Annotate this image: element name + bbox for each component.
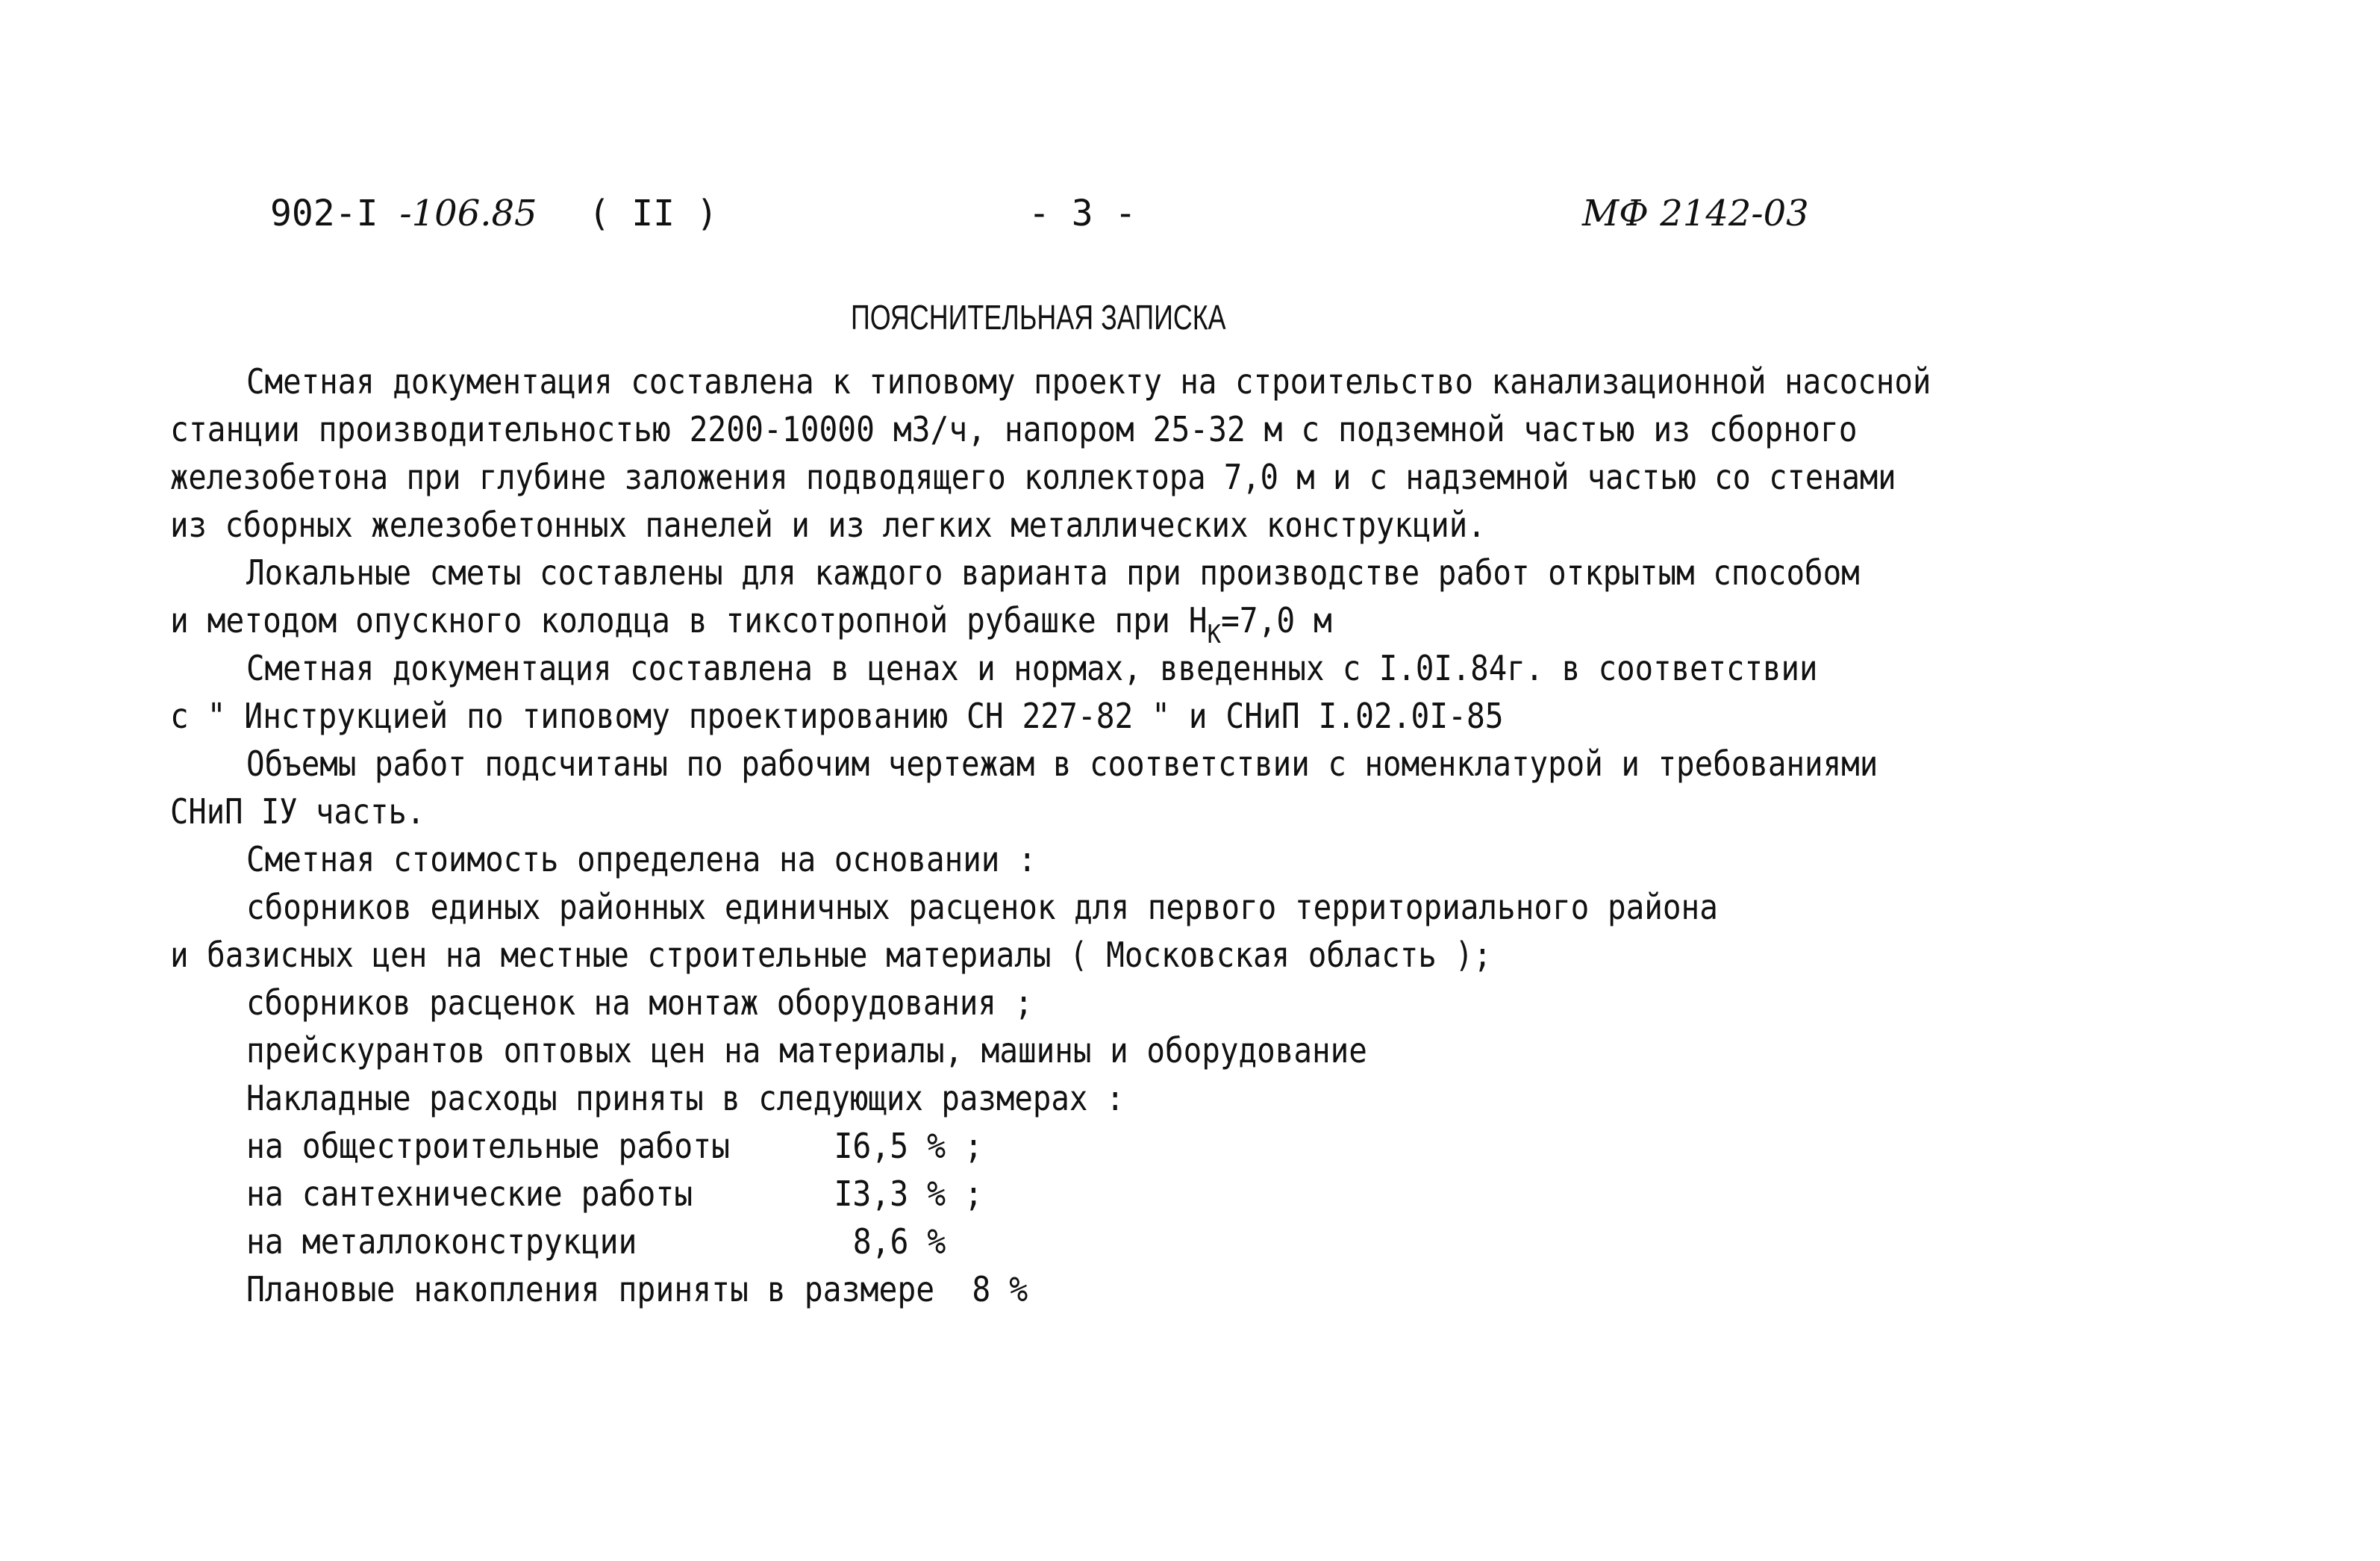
text-line-10: СНиП IУ часть. [170, 791, 425, 832]
text-line-14: сборников расценок на монтаж оборудования ; [246, 982, 1033, 1023]
text-line-16: Накладные расходы приняты в следующих размерах : [246, 1078, 1125, 1118]
text-line-6 [170, 600, 1332, 649]
planned-accumulation-label: Плановые накопления приняты в размере [246, 1269, 935, 1309]
text-line-4: из сборных железобетонных панелей и из легких металлических конструкций. [170, 505, 1486, 545]
text-line-7: Сметная документация составлена в ценах и нормах, введенных с I.0I.84г. в соответствии [246, 648, 1818, 688]
text-line-5: Локальные сметы составлены для каждого варианта при производстве работ открытым способом [246, 552, 1860, 593]
text-line-6-part-b: =7,0 м [1220, 600, 1332, 641]
rate-label: на сантехнические работы [246, 1174, 693, 1214]
text-line-12: сборников единых районных единичных расценок для первого территориального района [246, 887, 1718, 927]
text-line-9: Объемы работ подсчитаны по рабочим чертежам в соответствии с номенклатурой и требованиями [246, 744, 1878, 784]
text-line-11: Сметная стоимость определена на основании : [246, 839, 1037, 879]
page-title: ПОЯСНИТЕЛЬНАЯ ЗАПИСКА [851, 298, 1226, 337]
rate-label: на металлоконструкции [246, 1221, 637, 1262]
rate-label: на общестроительные работы [246, 1126, 731, 1166]
rate-value: 8,6 % [852, 1221, 946, 1262]
page-number: - 3 - [1028, 193, 1137, 234]
doc-reference: МФ 2142-03 [1582, 193, 1809, 234]
planned-accumulation [246, 1269, 1028, 1309]
text-line-1: Сметная документация составлена к типовому проекту на строительство канализационной насосной [246, 361, 1931, 402]
text-line-6-part-a: и методом опускного колодца в тиксотропной рубашке при Н [170, 600, 1208, 641]
rate-row [246, 1126, 983, 1166]
text-line-2: станции производительностью 2200-10000 м3/ч, напором 25-32 м с подземной частью из сборного [170, 409, 1858, 449]
doc-code [270, 193, 718, 234]
text-line-15: прейскурантов оптовых цен на материалы, машины и оборудование [246, 1030, 1367, 1071]
text-line-3: железобетона при глубине заложения подводящего коллектора 7,0 м и с надземной частью со стенами [170, 457, 1896, 497]
text-line-13: и базисных цен на местные строительные материалы ( Московская область ); [170, 935, 1492, 975]
rate-value: I6,5 % ; [834, 1126, 983, 1166]
planned-accumulation-value: 8 % [972, 1269, 1028, 1309]
rate-row [246, 1221, 946, 1262]
text-line-8: с " Инструкцией по типовому проектированию СН 227-82 " и СНиП I.02.0I-85 [170, 696, 1504, 736]
rate-row [246, 1174, 983, 1214]
doc-code-prefix: 902-I [270, 193, 378, 234]
rate-value: I3,3 % ; [834, 1174, 983, 1214]
h-subscript: К [1207, 620, 1221, 649]
doc-code-handwritten: -106.85 [399, 193, 537, 234]
doc-code-suffix: ( II ) [588, 193, 718, 234]
